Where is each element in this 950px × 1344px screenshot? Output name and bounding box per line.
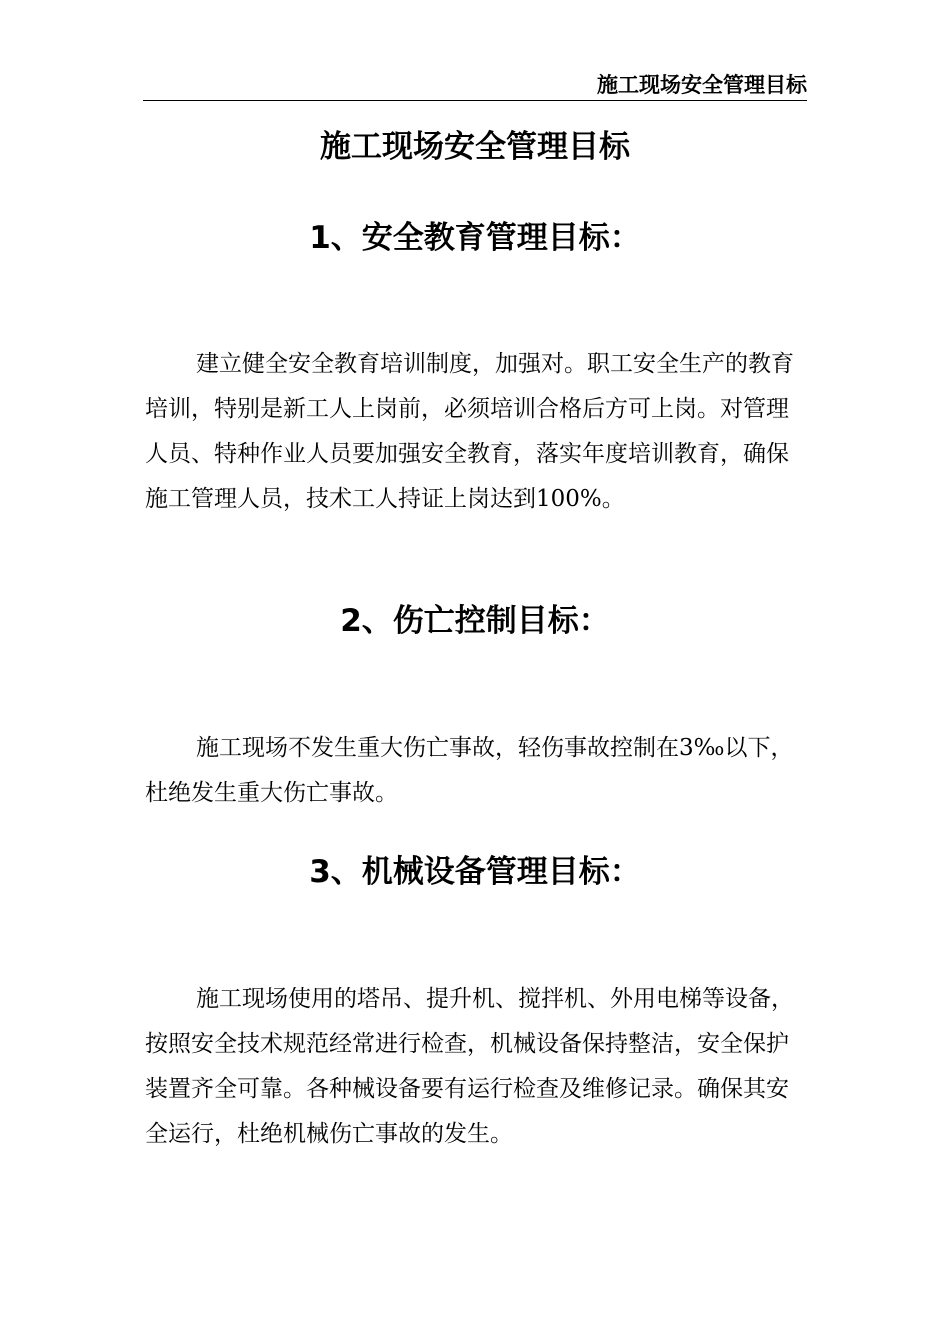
- section-body-equipment: 施工现场使用的塔吊、提升机、搅拌机、外用电梯等设备，按照安全技术规范经常进行检查，机械设备保持整洁，安全保护装置齐全可靠。各种械设备要有运行检查及维修记录。确保其安全运行，杜绝机械伤亡事故的发生。: [145, 986, 794, 1147]
- page-header: [143, 70, 807, 101]
- section-heading-equipment: 3、机械设备管理目标：: [309, 854, 641, 890]
- section-body-education: 建立健全安全教育培训制度，加强对。职工安全生产的教育培训，特别是新工人上岗前，必须培训合格后方可上岗。对管理人员、特种作业人员要加强安全教育，落实年度培训教育，确保施工管理人员，技术工人持证上岗达到100%。: [145, 351, 794, 512]
- document-title: 施工现场安全管理目标: [320, 129, 630, 165]
- section-heading-education: 1、安全教育管理目标：: [309, 220, 641, 256]
- section-heading-casualty-control: 2、伤亡控制目标：: [340, 603, 610, 639]
- running-header-title: 施工现场安全管理目标: [597, 73, 807, 97]
- section-body-casualty-control: 施工现场不发生重大伤亡事故，轻伤事故控制在3‰以下，杜绝发生重大伤亡事故。: [145, 735, 794, 806]
